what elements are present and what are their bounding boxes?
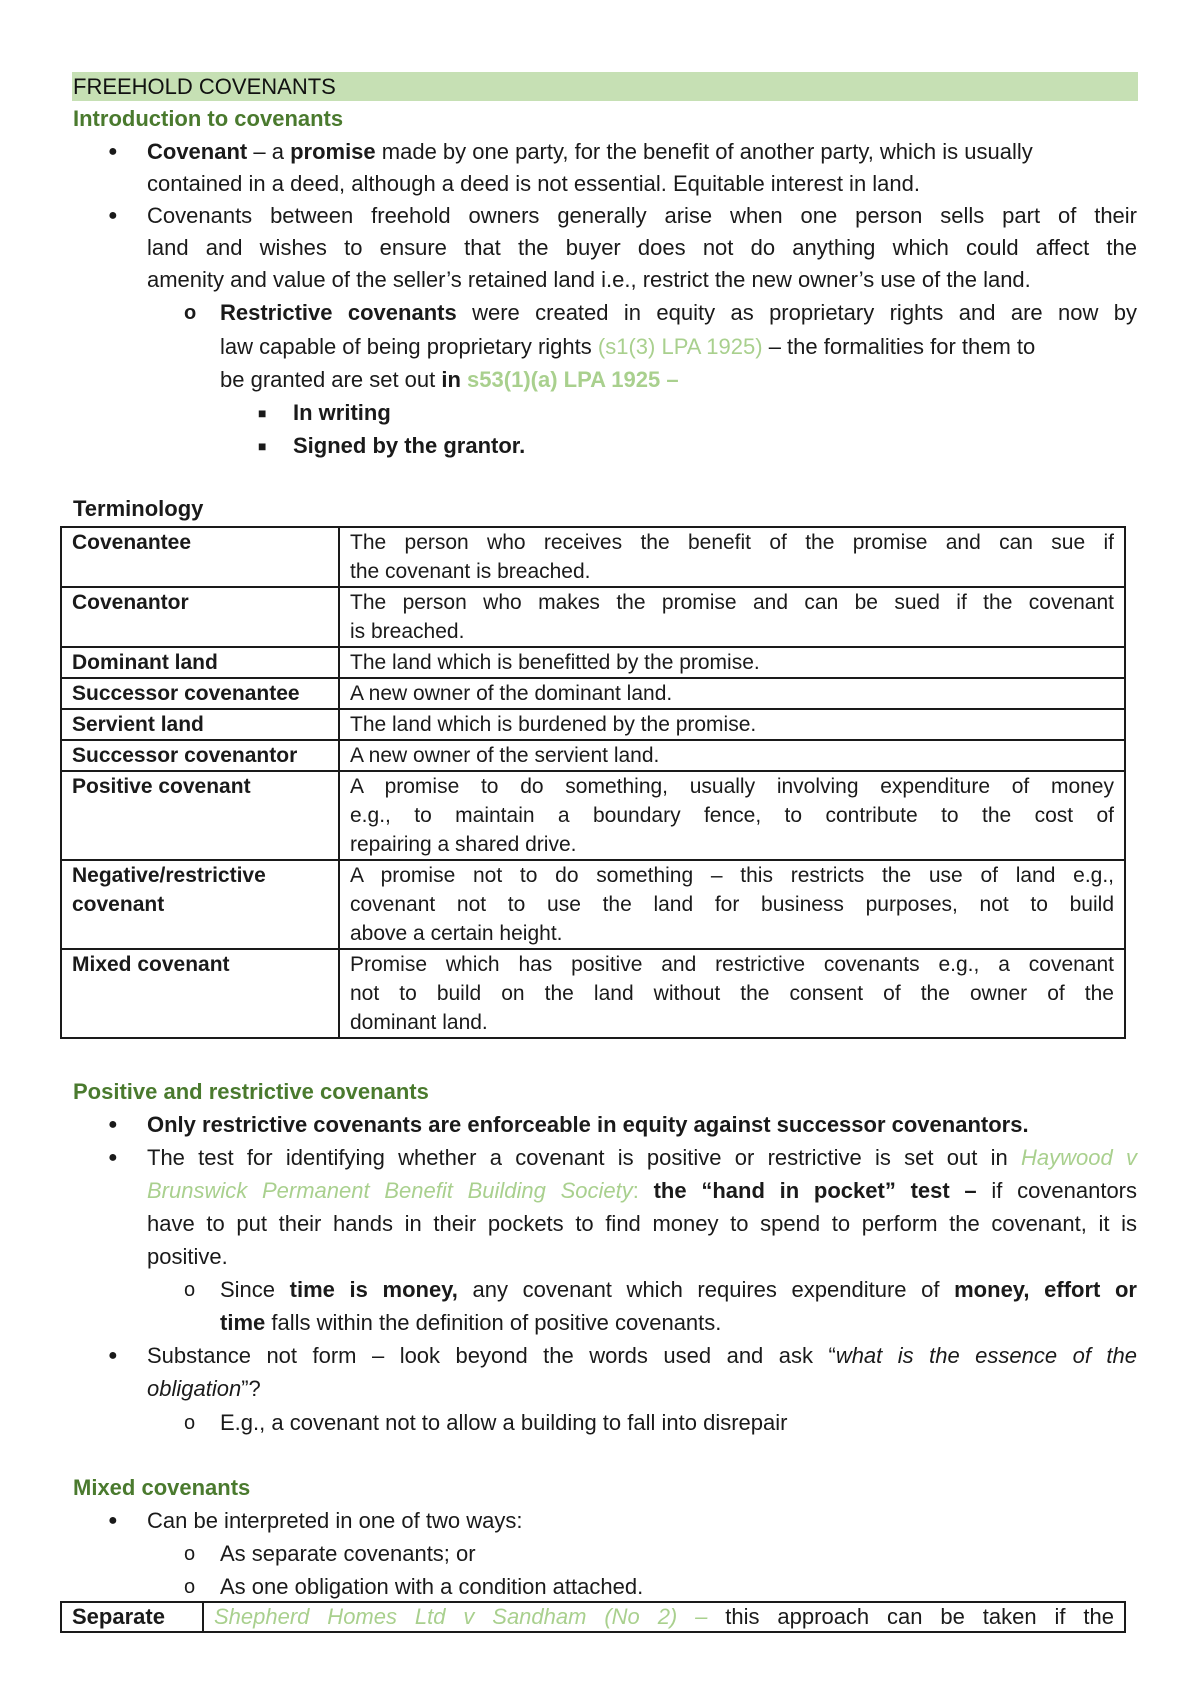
text-span: be granted are set out	[220, 367, 442, 392]
table-row	[61, 587, 1125, 647]
text-promise: promise	[290, 139, 376, 164]
bullet-icon: ●	[108, 143, 118, 160]
definition-cell	[339, 860, 1125, 949]
mixed-sub-2: As one obligation with a condition attached.	[220, 1574, 644, 1599]
citation-s1-3: (s1(3) LPA 1925)	[597, 334, 763, 359]
table-term-cell: Separate	[61, 1602, 203, 1632]
definition-line: the covenant is breached.	[350, 560, 591, 583]
citation-s53: s53(1)(a) LPA 1925 –	[467, 367, 679, 392]
definition-cell	[339, 678, 1125, 709]
mixed-table	[60, 1601, 1126, 1633]
bullet-icon: ●	[108, 1116, 118, 1133]
positive-bullet-3-line-2	[147, 1373, 261, 1405]
text-essence: what is the essence of the	[835, 1343, 1138, 1368]
intro-sub-line-3	[220, 364, 679, 396]
case-haywood: Haywood v	[1021, 1145, 1137, 1170]
definition-cell	[339, 647, 1125, 678]
circle-bullet-icon: o	[184, 1543, 196, 1565]
table-row	[61, 527, 1125, 587]
positive-sub-1-line-2	[220, 1307, 721, 1339]
definition-cell	[339, 527, 1125, 587]
definition-cell	[339, 587, 1125, 647]
term-cell: Dominant land	[61, 647, 339, 678]
text-in: in	[441, 367, 468, 392]
term-cell: Mixed covenant	[61, 949, 339, 1038]
terminology-table-body	[61, 527, 1125, 1038]
definition-line: covenant not to use the land for business purposes, not to build	[350, 893, 1114, 916]
definition-line: The person who receives the benefit of the promise and can sue if	[350, 531, 1114, 554]
definition-cell	[339, 949, 1125, 1038]
text-span: – a	[247, 139, 291, 164]
intro-bullet-1-line-2: contained in a deed, although a deed is not essential. Equitable interest in land.	[147, 171, 920, 196]
term-line: covenant	[72, 893, 165, 916]
terminology-table	[60, 526, 1126, 1039]
mixed-heading: Mixed covenants	[73, 1475, 251, 1500]
text-span: :	[632, 1178, 639, 1203]
definition-line: e.g., to maintain a boundary fence, to contribute to the cost of	[350, 804, 1114, 827]
positive-bullet-2-line-3: have to put their hands in their pockets to find money to spend to perform the covenant, it is	[147, 1211, 1137, 1236]
table-row	[61, 740, 1125, 771]
intro-heading: Introduction to covenants	[73, 106, 344, 131]
term-cell: Successor covenantor	[61, 740, 339, 771]
definition-cell	[339, 709, 1125, 740]
term-cell: Covenantor	[61, 587, 339, 647]
intro-sub-line-2	[220, 331, 1035, 363]
intro-bullet-2-line-1: Covenants between freehold owners generally arise when one person sells part of their	[147, 203, 1137, 228]
definition-line: A new owner of the dominant land.	[350, 682, 673, 705]
text-time-is-money: time is money,	[289, 1277, 458, 1302]
text-span: ”?	[241, 1376, 261, 1401]
text-obligation: obligation	[147, 1376, 242, 1401]
requirement-in-writing: In writing	[293, 400, 391, 425]
positive-bullet-1: Only restrictive covenants are enforceable in equity against successor covenantors.	[147, 1112, 1029, 1137]
text-span: made by one party, for the benefit of another party, which is usually	[375, 139, 1033, 164]
term-covenant: Covenant	[147, 139, 248, 164]
intro-sub-line-1	[220, 297, 1137, 329]
definition-line: The land which is benefitted by the promise.	[350, 651, 760, 674]
requirement-signed: Signed by the grantor.	[293, 433, 526, 458]
bullet-icon: ●	[108, 1512, 118, 1529]
positive-bullet-3-line-1	[147, 1340, 1137, 1372]
circle-bullet-icon: o	[184, 302, 197, 324]
positive-sub-1-line-1	[220, 1274, 1137, 1306]
square-bullet-icon: ■	[258, 405, 267, 421]
bullet-icon: ●	[108, 1149, 118, 1166]
table-row	[61, 678, 1125, 709]
intro-bullet-2-line-2: land and wishes to ensure that the buyer does not do anything which could affect the	[147, 235, 1137, 260]
definition-line: above a certain height.	[350, 922, 563, 945]
text-time: time	[220, 1310, 266, 1335]
definition-line: The land which is burdened by the promise.	[350, 713, 757, 736]
case-shepherd-homes: Shepherd Homes Ltd v Sandham (No 2) –	[214, 1604, 708, 1629]
table-def-cell	[203, 1602, 1125, 1632]
hand-in-pocket-test: the “hand in pocket” test –	[638, 1178, 977, 1203]
intro-bullet-2-line-3: amenity and value of the seller’s retained land i.e., restrict the new owner’s use of the land.	[147, 267, 1031, 292]
definition-cell	[339, 740, 1125, 771]
text-span: law capable of being proprietary rights	[220, 334, 598, 359]
table-row	[61, 771, 1125, 860]
table-row	[61, 860, 1125, 949]
circle-bullet-icon: o	[184, 1576, 196, 1598]
definition-line: A promise not to do something – this restricts the use of land e.g.,	[350, 864, 1114, 887]
table-row	[61, 949, 1125, 1038]
text-span: this approach can be taken if the	[707, 1604, 1114, 1629]
text-span: if covenantors	[976, 1178, 1137, 1203]
text-span: falls within the definition of positive covenants.	[265, 1310, 722, 1335]
text-span: Since	[220, 1277, 290, 1302]
term-line: Negative/restrictive	[72, 864, 266, 887]
definition-line: A promise to do something, usually involving expenditure of money	[350, 775, 1114, 798]
positive-bullet-2-line-4: positive.	[147, 1244, 228, 1269]
table-row	[61, 1602, 1125, 1632]
case-brunswick: Brunswick Permanent Benefit Building Society	[147, 1178, 633, 1203]
positive-bullet-2-line-2	[147, 1175, 1137, 1207]
definition-cell	[339, 771, 1125, 860]
text-span: Substance not form – look beyond the words used and ask “	[147, 1343, 836, 1368]
term-cell: Successor covenantee	[61, 678, 339, 709]
table-row	[61, 709, 1125, 740]
bullet-icon: ●	[108, 207, 118, 224]
definition-line: not to build on the land without the consent of the owner of the	[350, 982, 1114, 1005]
text-span: were created in equity as proprietary rights and are now by	[456, 300, 1137, 325]
intro-bullet-1-line-1	[147, 136, 1137, 168]
definition-line: Promise which has positive and restrictive covenants e.g., a covenant	[350, 953, 1114, 976]
positive-sub-2: E.g., a covenant not to allow a building to fall into disrepair	[220, 1410, 788, 1435]
page-title: FREEHOLD COVENANTS	[73, 74, 336, 99]
circle-bullet-icon: o	[184, 1279, 196, 1301]
definition-line: A new owner of the servient land.	[350, 744, 660, 767]
positive-heading: Positive and restrictive covenants	[73, 1079, 429, 1104]
term-cell: Positive covenant	[61, 771, 339, 860]
mixed-sub-1: As separate covenants; or	[220, 1541, 476, 1566]
text-span: – the formalities for them to	[762, 334, 1036, 359]
square-bullet-icon: ■	[258, 438, 267, 454]
term-cell: Covenantee	[61, 527, 339, 587]
positive-bullet-2-line-1	[147, 1142, 1137, 1174]
mixed-bullet-1: Can be interpreted in one of two ways:	[147, 1508, 523, 1533]
definition-line: The person who makes the promise and can be sued if the covenant	[350, 591, 1114, 614]
definition-line: is breached.	[350, 620, 465, 643]
text-money-effort: money, effort or	[954, 1277, 1137, 1302]
text-span: The test for identifying whether a covenant is positive or restrictive is set out in	[147, 1145, 1021, 1170]
definition-line: dominant land.	[350, 1011, 488, 1034]
terminology-heading: Terminology	[73, 496, 204, 521]
table-row	[61, 647, 1125, 678]
term-restrictive-covenants: Restrictive covenants	[220, 300, 457, 325]
circle-bullet-icon: o	[184, 1412, 196, 1434]
term-cell: Servient land	[61, 709, 339, 740]
bullet-icon: ●	[108, 1347, 118, 1364]
definition-line: repairing a shared drive.	[350, 833, 577, 856]
text-span: any covenant which requires expenditure of	[457, 1277, 955, 1302]
term-cell	[61, 860, 339, 949]
